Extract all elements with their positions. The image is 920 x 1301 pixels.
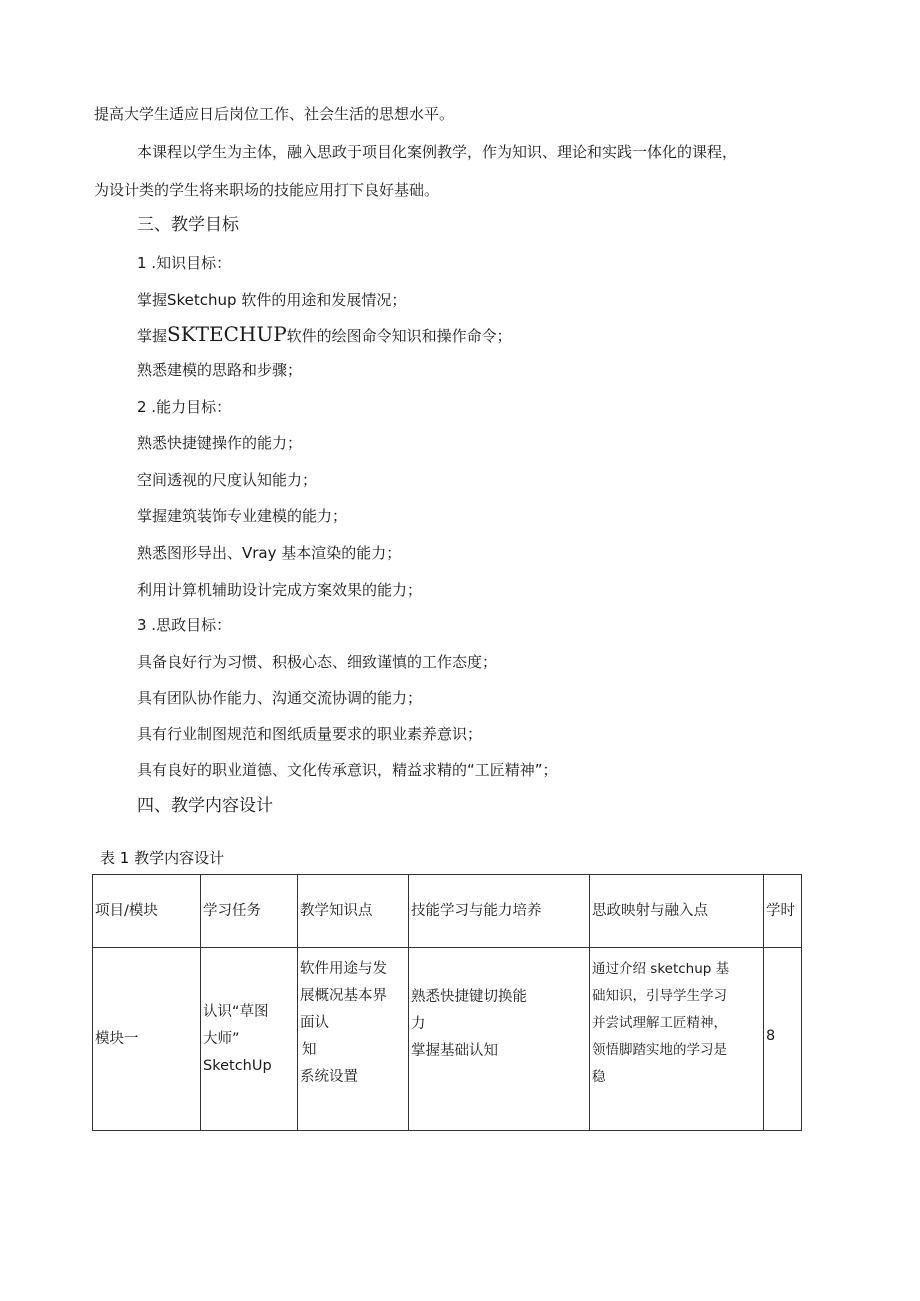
cell-line: 熟悉快捷键切换能 [411, 988, 527, 1005]
header-ideology: 思政映射与融入点 [590, 875, 764, 948]
cell-line: 通过介绍 sketchup 基 [592, 961, 730, 977]
paragraph-course-line2: 为设计类的学生将来职场的技能应用打下良好基础。 [94, 181, 440, 199]
header-module: 项目/模块 [93, 875, 201, 948]
section-heading-teaching-goals: 三、教学目标 [137, 215, 239, 235]
cell-line: 掌握基础认知 [411, 1042, 498, 1059]
ability-goal-item: 熟悉图形导出、Vray 基本渲染的能力； [137, 544, 402, 562]
ability-goal-item: 利用计算机辅助设计完成方案效果的能力； [137, 581, 423, 599]
cell-line: 力 [411, 1015, 426, 1032]
header-skills: 技能学习与能力培养 [409, 875, 590, 948]
ideology-goal-item: 具备良好行为习惯、积极心态、细致谨慎的工作态度； [137, 653, 498, 671]
cell-line: 系统设置 [300, 1069, 358, 1085]
cell-skills [409, 948, 590, 1131]
knowledge-goal-suffix: 软件的绘图命令知识和操作命令； [286, 327, 512, 345]
cell-line: 大师” [203, 1030, 240, 1047]
sketchup-brand-text: SKTECHUP [167, 322, 287, 346]
cell-line: 软件用途与发 [300, 961, 387, 977]
cell-ideology [590, 948, 764, 1131]
subheading-ideology-goals: 3 .思政目标： [137, 616, 232, 634]
cell-line: 领悟脚踏实地的学习是 [592, 1042, 727, 1058]
cell-knowledge [298, 948, 409, 1131]
cell-line: 础知识，引导学生学习 [592, 988, 727, 1004]
header-hours: 学时 [764, 875, 802, 948]
ability-goal-item: 空间透视的尺度认知能力； [137, 471, 318, 489]
cell-hours: 8 [764, 948, 802, 1131]
paragraph-course-line1: 本课程以学生为主体，融入思政于项目化案例教学，作为知识、理论和实践一体化的课程， [137, 143, 738, 161]
subheading-ability-goals: 2 .能力目标： [137, 398, 232, 416]
cell-line: 稳 [592, 1069, 606, 1085]
table-caption: 表 1 教学内容设计 [100, 849, 225, 867]
cell-task [201, 948, 298, 1131]
cell-line: 展概况基本界 [300, 988, 387, 1004]
table-row [93, 948, 802, 1131]
cell-line: SketchUp [203, 1057, 272, 1074]
table-header-row [93, 875, 802, 948]
knowledge-goal-prefix: 掌握 [137, 327, 168, 345]
cell-module: 模块一 [93, 948, 201, 1131]
ability-goal-item: 熟悉快捷键操作的能力； [137, 434, 303, 452]
section-heading-content-design: 四、教学内容设计 [137, 796, 273, 816]
header-knowledge: 教学知识点 [298, 875, 409, 948]
paragraph-intro-end: 提高大学生适应日后岗位工作、社会生活的思想水平。 [94, 105, 455, 123]
content-design-table [92, 874, 802, 1131]
ability-goal-item: 掌握建筑装饰专业建模的能力； [137, 507, 348, 525]
header-task: 学习任务 [201, 875, 298, 948]
knowledge-goal-item: 熟悉建模的思路和步骤； [137, 361, 303, 379]
ideology-goal-item: 具有良好的职业道德、文化传承意识，精益求精的“工匠精神”； [137, 761, 558, 779]
cell-line: 并尝试理解工匠精神， [592, 1015, 727, 1031]
subheading-knowledge-goals: 1 .知识目标： [137, 254, 232, 272]
ideology-goal-item: 具有团队协作能力、沟通交流协调的能力； [137, 689, 423, 707]
knowledge-goal-item: 掌握Sketchup 软件的用途和发展情况； [137, 291, 407, 309]
ideology-goal-item: 具有行业制图规范和图纸质量要求的职业素养意识； [137, 725, 483, 743]
cell-line: 面认 [300, 1015, 329, 1031]
cell-line: 知 [302, 1042, 317, 1058]
knowledge-goal-item [137, 324, 512, 346]
cell-line: 认识“草图 [203, 1003, 269, 1020]
